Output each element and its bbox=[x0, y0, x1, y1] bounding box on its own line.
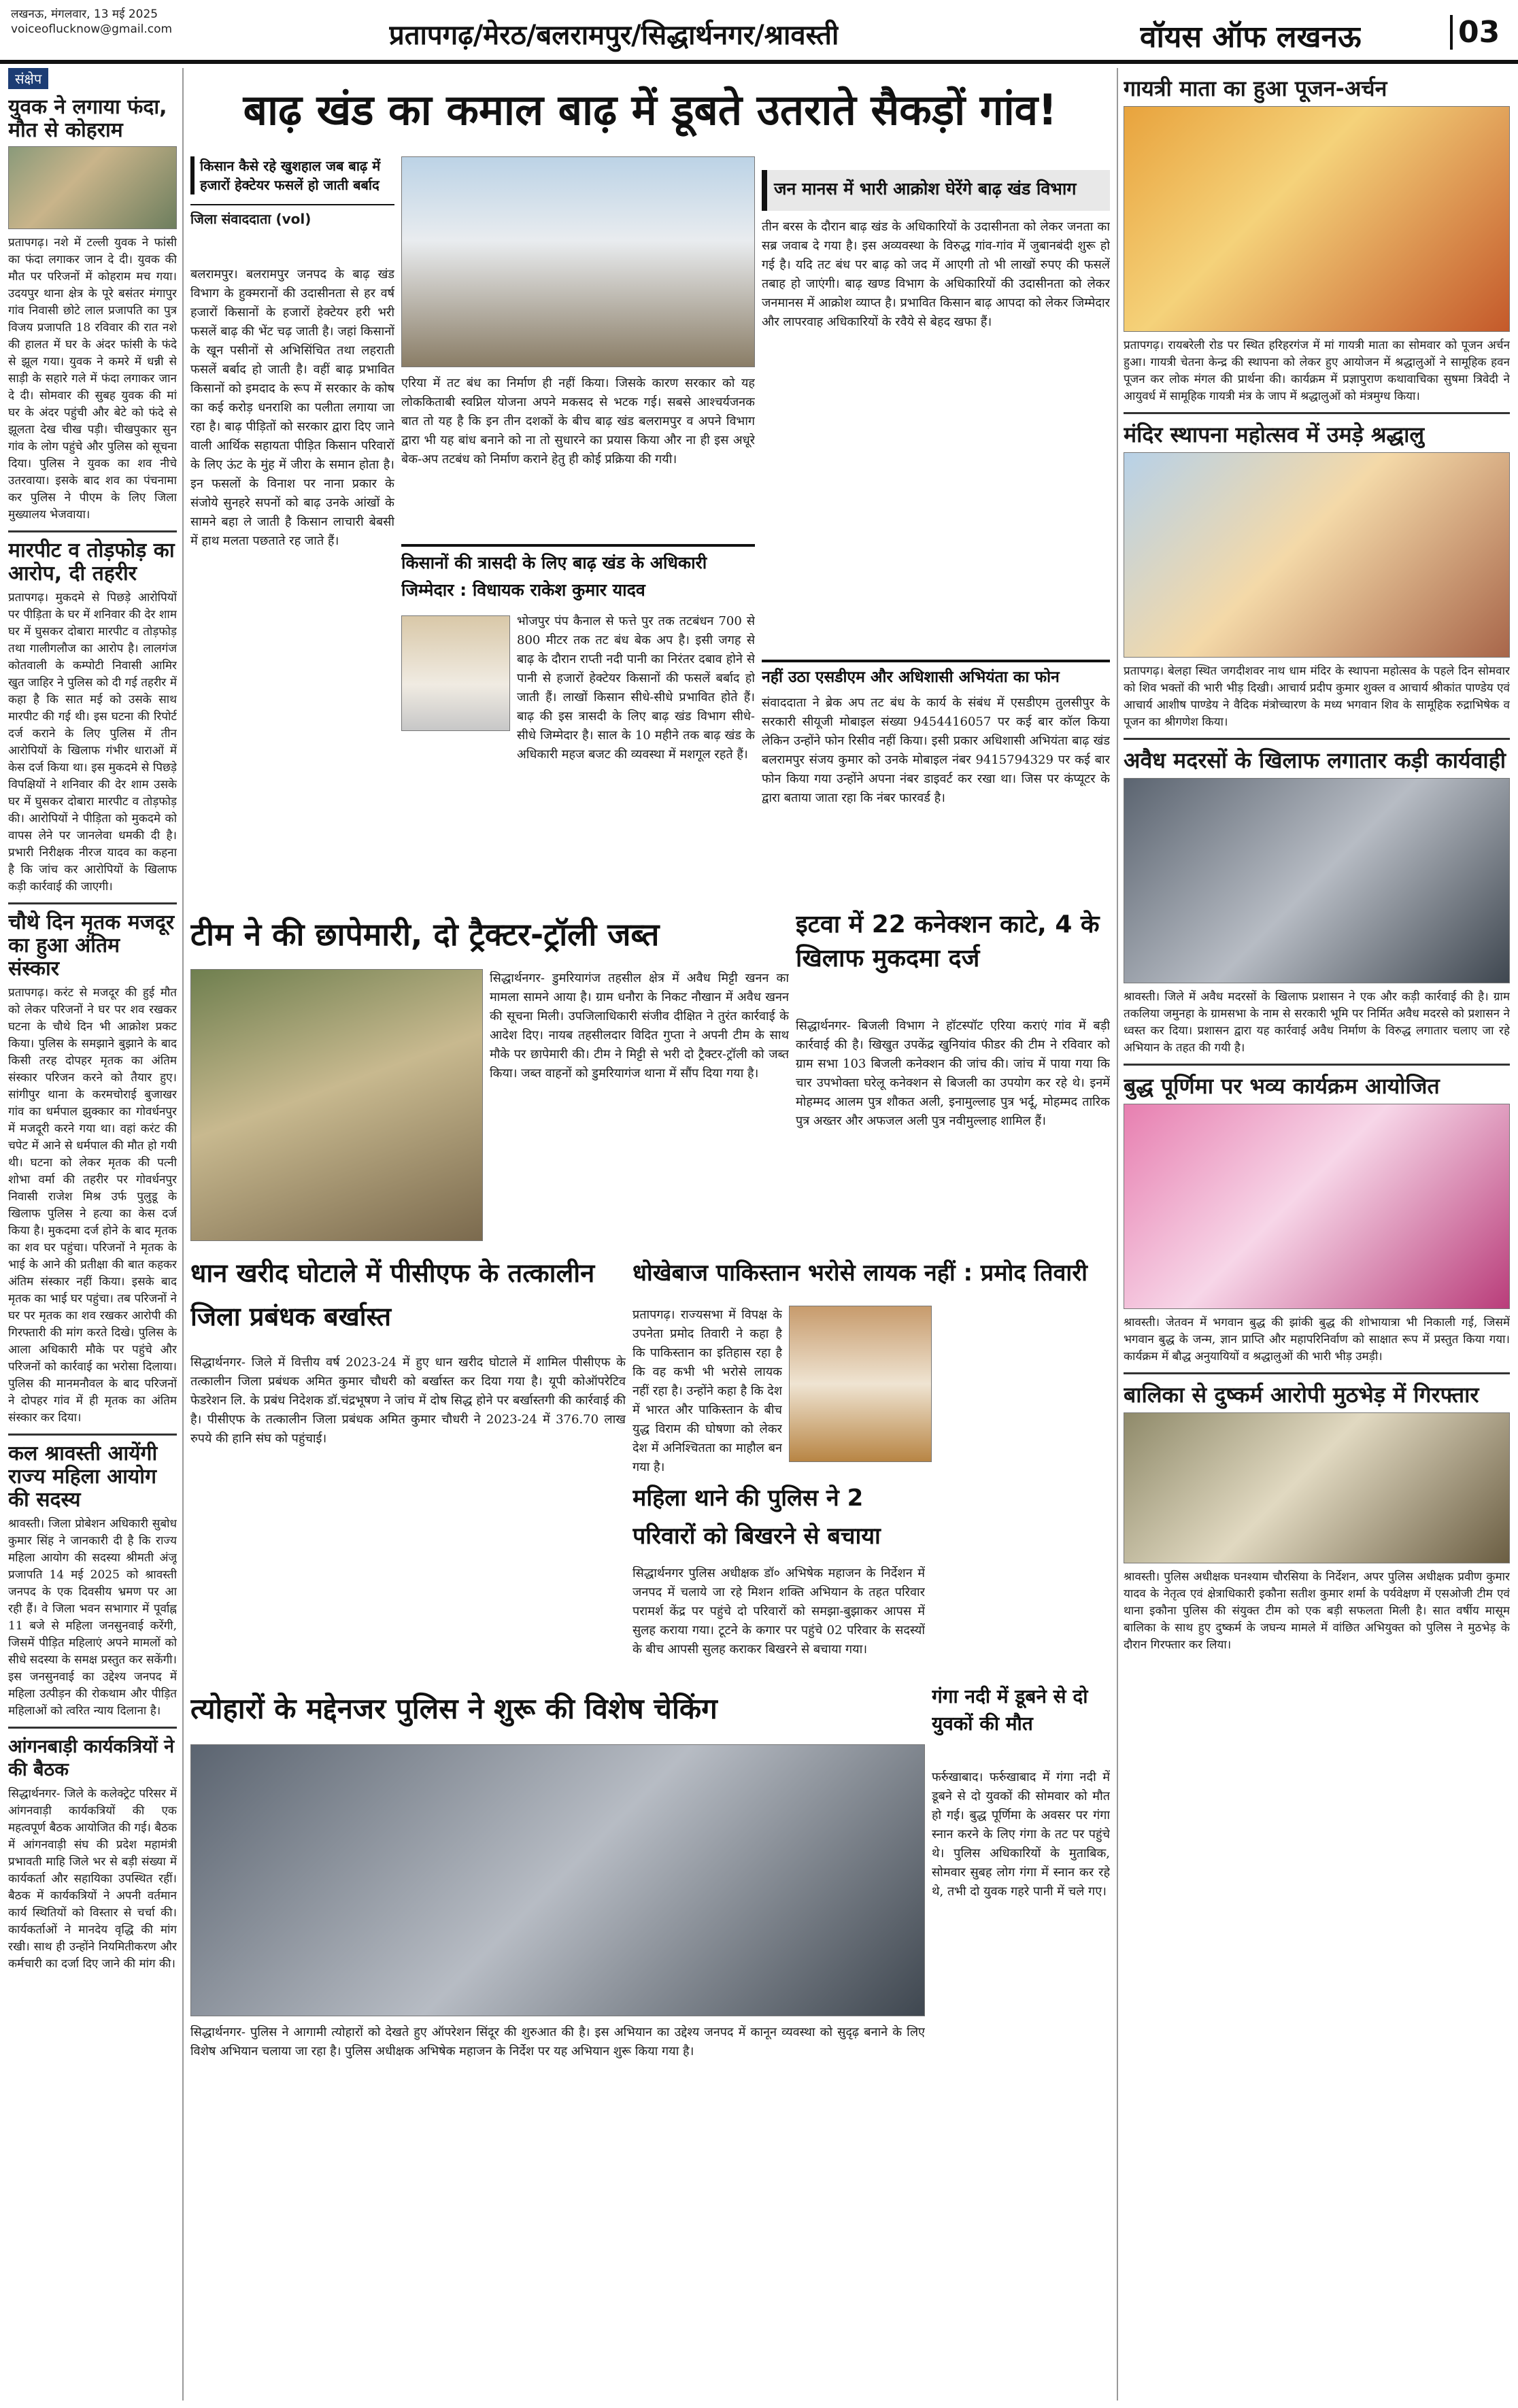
lead-photo bbox=[401, 156, 755, 367]
website[interactable]: voiceoflucknow@gmail.com bbox=[11, 22, 173, 36]
buddha-headline: बुद्ध पूर्णिमा पर भव्य कार्यक्रम आयोजित bbox=[1124, 1073, 1440, 1099]
page-number: 03 bbox=[1450, 15, 1500, 50]
brief-body: प्रतापगढ़। मुकदमे से पिछड़े आरोपियों पर पीड़िता के घर में शनिवार की देर शाम घर में घुसकर दोबारा मारपीट व तोड़फोड़ तथा गालीगलौज का आरोप है। लालगंज कोतवाली के कम्पोटी निवासी आमिर खुत जाहिर ने पुलिस को दी गई तहरीर में कहा है कि सात मई को उसके साथ मारपीट की गई थी। इस घटना की रिपोर्ट दर्ज कराने के लिए पुलिस में तीन आरोपियों के खिलाफ गंभीर धाराओं में केस दर्ज किया था। इस मुकदमे से पिछड़े विपक्षियों ने शनिवार की देर शाम उसके घर में घुसकर दोबारा मारपीट व तोड़फोड़ की। आरोपियों ने पीड़िता को मुकदमे को वापस लेने पर जानलेवा धमकी दी है। प्रभारी निरीक्षक नीरज यादव का कहना है कि जांच कर आरोपियों के खिलाफ कड़ी कार्रवाई की जाएगी। bbox=[8, 591, 177, 894]
right-column bbox=[1124, 68, 1510, 2401]
arrest-photo bbox=[1124, 1412, 1510, 1563]
brief-headline: आंगनबाड़ी कार्यकत्रियों ने की बैठक bbox=[8, 1736, 175, 1780]
brief-headline: युवक ने लगाया फंदा, मौत से कोहराम bbox=[8, 95, 167, 142]
masthead-dateline-block bbox=[11, 7, 172, 37]
lead-headline: बाढ़ खंड का कमाल बाढ़ में डूबते उतराते सैकड़ों गांव! bbox=[243, 85, 1058, 135]
column-divider bbox=[182, 68, 184, 2401]
tractor-body: सिद्धार्थनगर- डुमरियागंज तहसील क्षेत्र में अवैध मिट्टी खनन का मामला सामने आया है। ग्राम धनौरा के निकट नौखान में अवैध खनन की सूचना मिली। उपजिलाधिकारी संजीव दीक्षित ने तुरंत कार्रवाई के आदेश दिए। नायब तहसीलदार विदित गुप्ता ने अपनी टीम के साथ मौके पर छापेमारी की। टीम ने मिट्टी से भरी दो ट्रैक्टर-ट्रॉली को जब्त किया। जब्त वाहनों को डुमरियागंज थाना में सौंप दिया गया है। bbox=[490, 971, 789, 1081]
temple-headline: मंदिर स्थापना महोत्सव में उमड़े श्रद्धालु bbox=[1124, 422, 1425, 447]
lead-sidebar-body: तीन बरस के दौरान बाढ़ खंड के अधिकारियों के उदासीनता को लेकर जनता का सब्र जवाब दे गया है। इस अव्यवस्था के विरुद्ध गांव-गांव में जुबानबंदी शुरू हो गई है। यदि तट बंध पर बाढ़ को जद में आएगी तो भी लाखों रुपए की फसलें तबाह हो जाएंगी। बाढ़ खण्ड विभाग के अधिकारियों की उदासीनता को लेकर जनमानस में आक्रोश व्याप्त है। प्रभावित किसान बाढ़ आपदा को लेकर जिम्मेदार और लापरवाह अधिकारियों के रवैये से बेहद खफा हैं। bbox=[762, 220, 1110, 329]
farmer-headline: किसानों की त्रासदी के लिए बाढ़ खंड के अधिकारी जिम्मेदार : विधायक राकेश कुमार यादव bbox=[401, 544, 755, 605]
lead-kicker: किसान कैसे रहे खुशहाल जब बाढ़ में हजारों हेक्टेयर फसलें हो जाती बर्बाद bbox=[190, 156, 394, 194]
section-cities: प्रतापगढ़/मेरठ/बलरामपुर/सिद्धार्थनगर/श्रावस्ती bbox=[389, 20, 839, 51]
gayatri-body: प्रतापगढ़। रायबरेली रोड पर स्थित हरिहरगंज में मां गायत्री माता का सोमवार को पूजन अर्चन हुआ। गायत्री चेतना केन्द्र की स्थापना को लेकर हुए आयोजन में श्रद्धालुओं ने सामूहिक हवन पूजन कर लोक मंगल की प्रार्थना की। कार्यक्रम में प्रज्ञापुराण कथावाचिका सुषमा त्रिवेदी ने आयुवर्ध में सामूहिक गायत्री मंत्र के जाप में श्रद्धालुओं को मंत्रमुग्ध किया। bbox=[1124, 339, 1510, 403]
ganga-body: फर्रुखाबाद। फर्रुखाबाद में गंगा नदी में डूबने से दो युवकों की सोमवार को मौत हो गई। बुद्ध पूर्णिमा के अवसर पर गंगा स्नान करने के लिए गंगा के तट पर पहुंचे थे। पुलिस अधिकारियों के मुताबिक, सोमवार सुबह लोग गंगा में स्नान कर रहे थे, तभी दो युवक गहरे पानी में चले गए। bbox=[932, 1770, 1110, 1899]
brief-photo bbox=[8, 146, 177, 229]
dateline: लखनऊ, मंगलवार, 13 मई 2025 bbox=[11, 7, 158, 21]
tractor-headline: टीम ने की छापेमारी, दो ट्रैक्टर-ट्रॉली जब्त bbox=[190, 916, 660, 953]
politician-portrait bbox=[789, 1306, 932, 1462]
lead-sidebar-headline: जन मानस में भारी आक्रोश घेरेंगे बाढ़ खंड विभाग bbox=[762, 170, 1110, 211]
newspaper-brand: वॉयस ऑफ लखनऊ bbox=[1140, 20, 1362, 54]
masthead-rule bbox=[0, 60, 1518, 64]
column-divider bbox=[1117, 68, 1118, 2401]
lead-kicker-block bbox=[190, 156, 394, 258]
pakistan-headline: धोखेबाज पाकिस्तान भरोसे लायक नहीं : प्रमोद तिवारी bbox=[632, 1259, 1087, 1287]
sdm-headline: नहीं उठा एसडीएम और अधिशासी अभियंता का फोन bbox=[762, 660, 1110, 691]
women-station-headline: महिला थाने की पुलिस ने 2 परिवारों को बिखरने से बचाया bbox=[632, 1485, 881, 1550]
temple-photo bbox=[1124, 452, 1510, 658]
paddy-headline: धान खरीद घोटाले में पीसीएफ के तत्कालीन जिला प्रबंधक बर्खास्त bbox=[190, 1258, 595, 1332]
brief-body: प्रतापगढ़। करंट से मजदूर की हुई मौत को लेकर परिजनों ने घर पर शव रखकर घटना के चौथे दिन भी आक्रोश प्रकट किया। पुलिस के समझाने बुझाने के बाद किसी तरह दोपहर मृतक का अंतिम संस्कार परिजन करने को तैयार हुए। सांगीपुर थाना के करमचोराई बुजाखर गांव का धर्मपाल झुक्कार का गोवर्धनपुर में मजदूरी करने गया था। वहां करंट की चपेट में आने से धर्मपाल की मौत हो गयी थी। घटना को लेकर मृतक की पत्नी शोभा वर्मा की तहरीर पर गोवर्धनपुर निवासी राजेश मिश्र उर्फ पुलुडू के खिलाफ पुलिस ने हत्या का केस दर्ज किया है। मुकदमा दर्ज होने के बाद मृतक का शव घर पहुंचा। परिजनों ने मृतक के भाई के आने की प्रतीक्षा की बात कहकर अंतिम संस्कार नहीं किया। इसके बाद मृतक का भाई घर पहुंचा। तब परिजनों ने घर पर मृतक का शव रखकर आरोपी की गिरफ्तारी की मांग करते दिखे। पुलिस के आला अधिकारी मौके पर पहुंचे और परिजनों को कार्रवाई का भरोसा दिलाया। पुलिस की मानमनौवल के बाद परिजनों ने दोपहर गांव में ही मृतक का अंतिम संस्कार कर दिया। bbox=[8, 986, 177, 1425]
police-check-photo bbox=[190, 1744, 925, 2016]
arrest-headline: बालिका से दुष्कर्म आरोपी मुठभेड़ में गिरफ्तार bbox=[1124, 1382, 1479, 1408]
madrasa-photo bbox=[1124, 778, 1510, 983]
brief-headline: चौथे दिन मृतक मजदूर का हुआ अंतिम संस्कार bbox=[8, 911, 175, 981]
police-check-headline: त्योहारों के मद्देनजर पुलिस ने शुरू की विशेष चेकिंग bbox=[190, 1692, 718, 1725]
brief-body: श्रावस्ती। जिला प्रोबेशन अधिकारी सुबोध कुमार सिंह ने जानकारी दी है कि राज्य महिला आयोग की सदस्या श्रीमती अंजू प्रजापति 14 मई 2025 को श्रावस्ती जनपद के एक दिवसीय भ्रमण पर आ रही हैं। वे जिला भवन सभागार में पूर्वाह्न 11 बजे से महिला जनसुनवाई करेंगी, जिसमें पीड़ित महिलाएं अपने मामलों को सीधे सदस्या के समक्ष प्रस्तुत कर सकेंगी। इस जनसुनवाई का उद्देश्य जनपद में महिला उत्पीड़न की रोकथाम और पीड़ित महिलाओं को त्वरित न्याय दिलाना है। bbox=[8, 1517, 177, 1718]
lead-body-col2: एरिया में तट बंध का निर्माण ही नहीं किया। जिसके कारण सरकार को यह लोककिताबी स्वप्निल योजना अपने मकसद से भटक गई। सबसे आश्चर्यजनक बात तो यह है कि इन तीन दशकों के बीच बाढ़ खंड बलरामपुर व अपने विभाग द्वारा भी यह बांध बनाने को ना तो सुधारने का प्रयास किया और ना ही इस अधूरे बेक-अप तटबंध को निर्माण कराने हेतु ही कोई प्रक्रिया की गयी। bbox=[401, 376, 755, 467]
lead-body-col1: बलरामपुर। बलरामपुर जनपद के बाढ़ खंड विभाग के हुक्मरानों की उदासीनता से हर वर्ष हजारों किसानों के हजारों हेक्टेयर हरी भरी फसलें बाढ़ की भेंट चढ़ जाती है। जहां किसानों के खून पसीनों से अभिसिंचित तथा लहराती फसलें बर्बाद हो जाती है। वहीं बाढ़ प्रभावित किसानों को इमदाद के रूप में सरकार के कोष का कई करोड़ धनराशि का पलीता लगाया जा रहा है। बाढ़ पीड़ितों को सरकार द्वारा दिए जाने वाली आर्थिक सहायता पीड़ित किसान परिवारों के लिए ऊंट के मुंह में जीरा के समान होता है। इन फसलों के विनाश पर नाना प्रकार के संजोये सुनहरे सपनों को बाढ़ उनके आंखों के सामने बहा ले जाती है किसान लाचारी बेबसी में हाथ मलता पछताते रह जाते हैं। bbox=[190, 267, 394, 548]
mla-portrait bbox=[401, 615, 510, 731]
sdm-body: संवाददाता ने ब्रेक अप तट बंध के कार्य के संबंध में एसडीएम तुलसीपुर के सरकारी सीयूजी मोबाइल संख्या 9454416057 पर कई बार कॉल किया लेकिन उन्होंने फोन रिसीव नहीं किया। इसी प्रकार अधिशासी अभियंता बाढ़ खंड बलरामपुर संजय कुमार को उनके मोबाइल नंबर 9415794329 पर कई बार फोन किया गया उन्होंने अपना नंबर डाइवर्ट कर रखा था। जिस पर कंप्यूटर के द्वारा बताया जाता रहा कि नंबर फारवर्ड है। bbox=[762, 696, 1110, 805]
paddy-body: सिद्धार्थनगर- जिले में वित्तीय वर्ष 2023-24 में हुए धान खरीद घोटाले में शामिल पीसीएफ के तत्कालीन जिला प्रबंधक अमित कुमार चौधरी को बर्खास्त कर दिया गया है। यूपी कोऑपरेटिव फेडरेशन लि. के प्रबंध निदेशक डॉ.चंद्रभूषण ने जांच में दोष सिद्ध होने पर बर्खास्तगी की कार्रवाई की है। पीसीएफ के तत्कालीन जिला प्रबंधक अमित कुमार चौधरी ने 2023-24 में 376.70 लाख रुपये की हानि संघ को पहुंचाई। bbox=[190, 1355, 626, 1446]
briefs-tag: संक्षेप bbox=[8, 68, 48, 89]
buddha-body: श्रावस्ती। जेतवन में भगवान बुद्ध की झांकी बुद्ध की शोभायात्रा भी निकाली गई, जिसमें भगवान बुद्ध के जन्म, ज्ञान प्राप्ति और महापरिनिर्वाण को साक्षात रूप में प्रस्तुत किया गया। कार्यक्रम में बौद्ध अनुयायियों व श्रद्धालुओं की भारी भीड़ उमड़ी। bbox=[1124, 1316, 1510, 1363]
gayatri-headline: गायत्री माता का हुआ पूजन-अर्चन bbox=[1124, 75, 1387, 101]
buddha-photo bbox=[1124, 1104, 1510, 1309]
ganga-headline: गंगा नदी में डूबने से दो युवकों की मौत bbox=[932, 1685, 1088, 1735]
police-check-body: सिद्धार्थनगर- पुलिस ने आगामी त्योहारों को देखते हुए ऑपरेशन सिंदूर की शुरुआत की है। इस अभियान का उद्देश्य जनपद में कानून व्यवस्था को सुदृढ़ बनाने के लिए विशेष अभियान चलाया जा रहा है। पुलिस अधीक्षक अभिषेक महाजन के निर्देश पर यह अभियान शुरू किया गया है। bbox=[190, 2025, 925, 2058]
pakistan-body: प्रतापगढ़। राज्यसभा में विपक्ष के उपनेता प्रमोद तिवारी ने कहा है कि पाकिस्तान का इतिहास रहा है कि वह कभी भी भरोसे लायक नहीं रहा है। उन्होंने कहा है कि देश में भारत और पाकिस्तान के बीच युद्ध विराम की घोषणा को लेकर देश में अनिश्चितता का माहौल बन गया है। bbox=[632, 1308, 782, 1474]
brief-body: सिद्धार्थनगर- जिले के कलेक्ट्रेट परिसर में आंगनवाड़ी कार्यकत्रियों की एक महत्वपूर्ण बैठक आयोजित की गई। बैठक में आंगनवाड़ी संघ की प्रदेश महामंत्री प्रभावती माहि जिले भर से बड़ी संख्या में कार्यकर्ता और सहायिका उपस्थित रहीं। बैठक में कार्यकत्रियों ने अपनी वर्तमान कार्य स्थितियों को विस्तार से चर्चा की। कार्यकर्ताओं ने मानदेय वृद्धि की मांग रखी। साथ ही उन्होंने नियमितीकरण और कर्मचारी का दर्जा दिए जाने की मांग की। bbox=[8, 1787, 177, 1971]
arrest-body: श्रावस्ती। पुलिस अधीक्षक घनश्याम चौरसिया के निर्देशन, अपर पुलिस अधीक्षक प्रवीण कुमार यादव के नेतृत्व एवं क्षेत्राधिकारी इकौना सतीश कुमार शर्मा के पर्यवेक्षण में एसओजी टीम एवं थाना इकौना पुलिस की संयुक्त टीम को एक बड़ी सफलता मिली है। सात वर्षीय मासूम बालिका के साथ हुए दुष्कर्म के जघन्य मामले में वांछित अभियुक्त को पुलिस ने मुठभेड़ के दौरान गिरफ्तार कर लिया। bbox=[1124, 1570, 1510, 1652]
madrasa-body: श्रावस्ती। जिले में अवैध मदरसों के खिलाफ प्रशासन ने एक और कड़ी कार्रवाई की है। ग्राम तकलिया जमुनहा के ग्रामसभा के नाम से सरकारी भूमि पर निर्मित अवैध मदरसे को प्रशासन ने ध्वस्त कर दिया। प्रशासन द्वारा यह कार्रवाई अवैध निर्माण के विरुद्ध लगातार चलाए जा रहे अभियान के तहत की गयी है। bbox=[1124, 990, 1510, 1055]
etawah-body: सिद्धार्थनगर- बिजली विभाग ने हॉटस्पॉट एरिया कराएं गांव में बड़ी कार्रवाई की है। खिखुत उपकेंद्र खुनियांव फीडर की टीम ने रविवार को ग्राम सभा 103 बिजली कनेक्शन की जांच की। जांच में पाया गया कि चार उपभोक्ता घरेलू कनेक्शन से बिजली का उपयोग कर रहे थे। इनमें मोहम्मद आलम पुत्र शौकत अली, इनामुल्लाह पुत्र भर्दू, मोहम्मद तारिक पुत्र अख्तर और अफजल अली पुत्र नवीमुल्लाह शामिल हैं। bbox=[796, 1019, 1110, 1128]
briefs-column bbox=[8, 68, 177, 2401]
brief-headline: मारपीट व तोड़फोड़ का आरोप, दी तहरीर bbox=[8, 539, 175, 586]
madrasa-headline: अवैध मदरसों के खिलाफ लगातार कड़ी कार्यवाही bbox=[1124, 747, 1506, 773]
farmer-body: भोजपुर पंप कैनाल से फत्ते पुर तक तटबंधन 700 से 800 मीटर तक तट बंध बेक अप है। इसी जगह से बाढ़ के दौरान राप्ती नदी पानी का निरंतर दबाव होने से पानी से हजारों हेक्टेयर किसानों की फसलें बर्बाद हो जाती हैं। लाखों किसान सीधे-सीधे प्रभावित होते हैं। बाढ़ की इस त्रासदी के लिए बाढ़ खंड विभाग सीधे-सीधे जिम्मेदार है। साल के 10 महीने तक बाढ़ खंड के अधिकारी महज बजट की व्यवस्था में मशगूल रहते हैं। bbox=[517, 614, 755, 762]
gayatri-photo bbox=[1124, 106, 1510, 332]
women-station-body: सिद्धार्थनगर पुलिस अधीक्षक डॉ० अभिषेक महाजन के निर्देशन में जनपद में चलाये जा रहे मिशन शक्ति अभियान के तहत परिवार परामर्श केंद्र पर पहुंचे दो परिवारों को समझा-बुझाकर आपस में सुलह कराया गया। टूटने के कगार पर पहुंचे 02 परिवार के सदस्यों के बीच आपसी सुलह कराकर बिखरने से बचाया गया। bbox=[632, 1566, 925, 1657]
temple-body: प्रतापगढ़। बेलहा स्थित जगदीशवर नाथ धाम मंदिर के स्थापना महोत्सव के पहले दिन सोमवार को शिव भक्तों की भारी भीड़ दिखी। आचार्य प्रदीप कुमार शुक्ल व आचार्य श्रीकांत पाण्डेय एवं आचार्य आशीष पाण्डेय ने वैदिक मंत्रोच्चारण के मध्य भगवान शिव के सामूहिक रुद्राभिषेक व पूजन का श्रीगणेश किया। bbox=[1124, 664, 1510, 729]
brief-headline: कल श्रावस्ती आयेंगी राज्य महिला आयोग की सदस्य bbox=[8, 1442, 158, 1512]
etawah-headline: इटवा में 22 कनेक्शन काटे, 4 के खिलाफ मुकदमा दर्ज bbox=[796, 911, 1100, 972]
brief-body: प्रतापगढ़। नशे में टल्ली युवक ने फांसी का फंदा लगाकर जान दे दी। युवक की मौत पर परिजनों में कोहराम मच गया। उदयपुर थाना क्षेत्र के पूरे बसंतर मंगापुर गांव निवासी छोटे लाल प्रजापति का पुत्र विजय प्रजापति 18 रविवार की रात नशे की हालत में घर के अंदर फांसी के फंदे से झूल गया। युवक ने कमरे में धन्नी से साड़ी के सहारे गले में फंदा लगाकर जान दे दी। सोमवार की सुबह युवक की मां घर के अंदर पहुंची और बेटे को फंदे से झूलता देख चीख पड़ी। चीखपुकार सुन गांव के लोग पहुंचे और पुलिस को सूचना दिया। पुलिस ने युवक का शव नीचे उतरवाया। इसके बाद शव का पंचनामा कर पुलिस ने पीएम के लिए जिला मुख्यालय भेजवाया। bbox=[8, 236, 177, 522]
byline: जिला संवाददाता (vol) bbox=[190, 204, 394, 228]
tractor-photo bbox=[190, 969, 483, 1241]
